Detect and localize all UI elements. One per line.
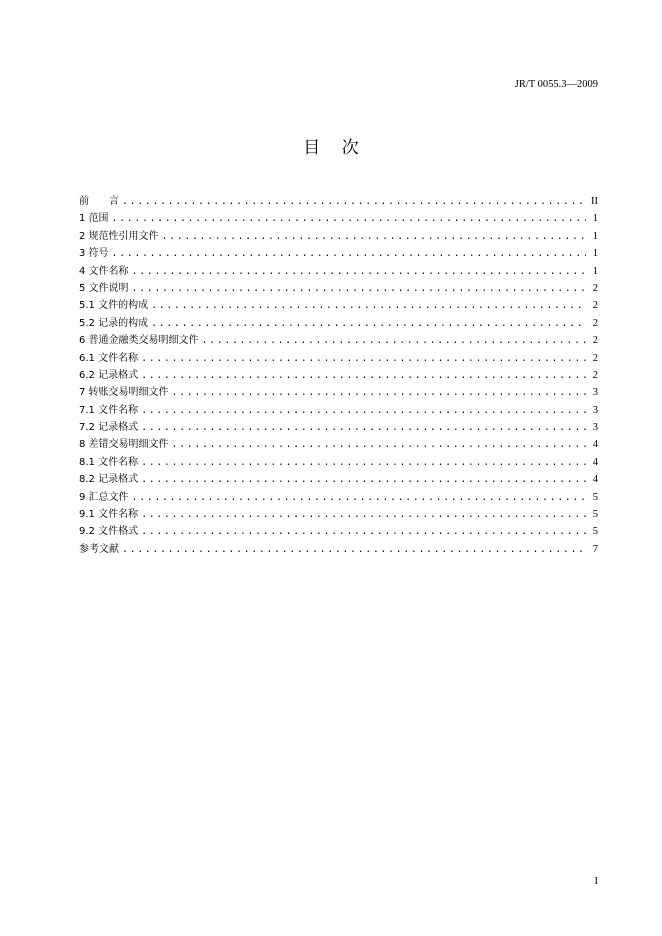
toc-entry-page: 4 — [592, 439, 598, 451]
toc-entry[interactable] — [79, 523, 598, 540]
toc-leader-dots — [141, 368, 586, 385]
toc-entry-page: 3 — [592, 422, 598, 434]
toc-entry-page: 1 — [592, 265, 598, 277]
toc-leader-dots — [141, 403, 586, 420]
toc-entry[interactable] — [79, 402, 598, 419]
toc-entry[interactable] — [79, 506, 598, 523]
toc-entry[interactable] — [79, 245, 598, 262]
toc-leader-dots — [132, 490, 586, 507]
toc-leader-dots — [141, 455, 586, 472]
toc-entry-label: 6 普通金融类交易明细文件 — [79, 335, 199, 347]
table-of-contents — [79, 193, 598, 558]
toc-leader-dots — [141, 351, 586, 368]
toc-leader-dots — [202, 333, 586, 350]
toc-entry-label: 4 文件名称 — [79, 265, 129, 277]
toc-leader-dots — [112, 246, 586, 263]
toc-leader-dots — [141, 507, 586, 524]
toc-entry[interactable] — [79, 454, 598, 471]
toc-entry-page: 1 — [592, 213, 598, 225]
toc-entry[interactable] — [79, 228, 598, 245]
toc-entry-label: 参考文献 — [79, 543, 119, 555]
toc-entry-page: 2 — [592, 335, 598, 347]
toc-leader-dots — [112, 211, 586, 228]
toc-leader-dots — [172, 385, 586, 402]
toc-entry[interactable] — [79, 297, 598, 314]
toc-leader-dots — [122, 542, 586, 559]
toc-leader-dots — [122, 194, 586, 211]
toc-entry-label: 8.2 记录格式 — [79, 474, 139, 486]
toc-entry[interactable] — [79, 280, 598, 297]
toc-entry-label: 5.2 记录的构成 — [79, 317, 149, 329]
toc-entry[interactable] — [79, 384, 598, 401]
toc-leader-dots — [172, 437, 586, 454]
toc-entry[interactable] — [79, 367, 598, 384]
toc-entry-label: 9.2 文件格式 — [79, 526, 139, 538]
toc-entry-page: 5 — [592, 509, 598, 521]
toc-leader-dots — [141, 472, 586, 489]
toc-entry-label: 6.2 记录格式 — [79, 369, 139, 381]
toc-entry-label: 9.1 文件名称 — [79, 509, 139, 521]
page-title: 目 次 — [303, 138, 359, 158]
toc-leader-dots — [132, 264, 586, 281]
toc-entry-page: 2 — [592, 317, 598, 329]
toc-entry[interactable] — [79, 315, 598, 332]
toc-entry[interactable] — [79, 436, 598, 453]
toc-entry-label: 7.2 记录格式 — [79, 422, 139, 434]
toc-entry[interactable] — [79, 332, 598, 349]
toc-entry-page: 5 — [592, 491, 598, 503]
toc-leader-dots — [151, 298, 586, 315]
toc-entry-page: 2 — [592, 369, 598, 381]
toc-entry[interactable] — [79, 419, 598, 436]
toc-entry-label: 1 范围 — [79, 213, 109, 225]
toc-leader-dots — [151, 316, 586, 333]
toc-entry-label: 3 符号 — [79, 248, 109, 260]
toc-entry-page: 1 — [592, 248, 598, 260]
toc-entry-page: 7 — [592, 543, 598, 555]
toc-entry-label: 6.1 文件名称 — [79, 352, 139, 364]
toc-entry[interactable] — [79, 541, 598, 558]
toc-entry[interactable] — [79, 471, 598, 488]
toc-entry[interactable] — [79, 489, 598, 506]
toc-entry-page: 4 — [592, 474, 598, 486]
toc-leader-dots — [132, 281, 586, 298]
toc-entry-page: 2 — [592, 282, 598, 294]
toc-entry[interactable] — [79, 210, 598, 227]
toc-entry-label: 7.1 文件名称 — [79, 404, 139, 416]
toc-leader-dots — [162, 229, 586, 246]
toc-entry-label: 8.1 文件名称 — [79, 456, 139, 468]
toc-entry-page: 4 — [592, 456, 598, 468]
toc-entry-page: 3 — [592, 387, 598, 399]
toc-entry-label: 9 汇总文件 — [79, 491, 129, 503]
toc-entry-label: 8 差错交易明细文件 — [79, 439, 169, 451]
toc-entry-label: 5.1 文件的构成 — [79, 300, 149, 312]
document-code: JR/T 0055.3—2009 — [514, 79, 598, 90]
toc-entry[interactable] — [79, 263, 598, 280]
toc-entry-page: 1 — [592, 230, 598, 242]
toc-entry-label: 5 文件说明 — [79, 282, 129, 294]
toc-entry-page: 2 — [592, 300, 598, 312]
toc-entry-page: 5 — [592, 526, 598, 538]
toc-entry-page: 2 — [592, 352, 598, 364]
toc-entry-page: 3 — [592, 404, 598, 416]
toc-entry-label: 2 规范性引用文件 — [79, 230, 159, 242]
toc-leader-dots — [141, 524, 586, 541]
toc-entry-page: II — [591, 196, 598, 207]
toc-entry[interactable] — [79, 193, 598, 210]
page-number: I — [594, 876, 598, 887]
toc-entry-label: 7 转账交易明细文件 — [79, 387, 169, 399]
toc-entry[interactable] — [79, 350, 598, 367]
toc-entry-label: 前 言 — [79, 196, 119, 207]
toc-leader-dots — [141, 420, 586, 437]
